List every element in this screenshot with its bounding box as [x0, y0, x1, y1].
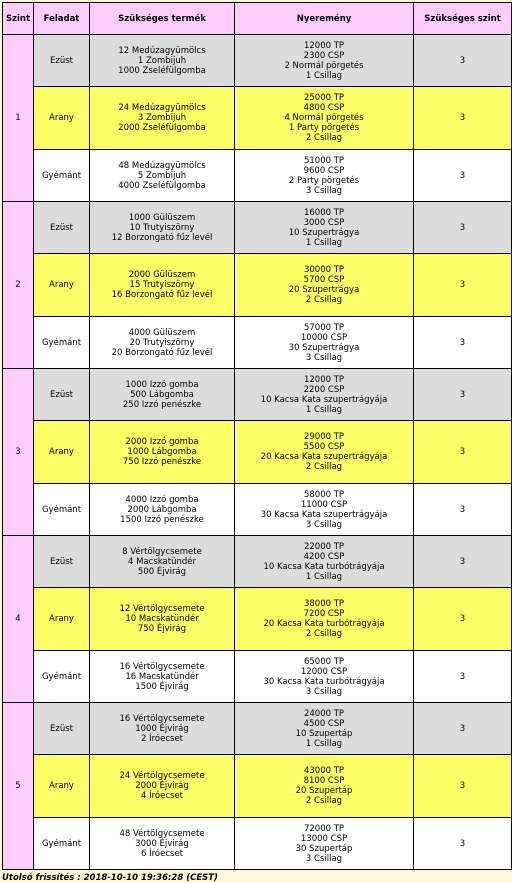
required-item: 4 Íróecset	[140, 791, 184, 801]
required-item: 3 Zombijuh	[137, 113, 187, 123]
table-row	[3, 755, 512, 818]
rewards-cell	[235, 703, 414, 755]
reward-item: 3 Csillag	[305, 519, 343, 530]
reward-item: 1 Csillag	[305, 237, 343, 248]
required-item: 8 Vértölgycsemete	[122, 546, 202, 557]
reward-item: 5500 CSP	[303, 442, 345, 452]
required-item: 500 Éjvirág	[137, 566, 187, 577]
table-row	[3, 536, 512, 588]
last-update-footer: Utolsó frissítés : 2018-10-10 19:36:28 (CEST)	[2, 873, 218, 883]
reward-item: 57000 TP	[303, 322, 345, 333]
required-items-cell	[90, 317, 235, 369]
table-row	[3, 484, 512, 536]
rewards-cell	[235, 35, 414, 87]
required-item: 24 Vértölgycsemete	[119, 771, 205, 781]
required-items-cell	[90, 651, 235, 703]
required-item: 4000 Izzó gomba	[125, 494, 199, 505]
required-item: 1000 Lábgomba	[127, 447, 197, 457]
reward-item: 12000 TP	[303, 374, 345, 385]
reward-item: 4500 CSP	[303, 718, 345, 729]
reward-item: 10 Szupertrágya	[288, 227, 360, 238]
required-items-cell	[90, 703, 235, 755]
required-item: 10 Macskatündér	[125, 614, 199, 624]
required-items-cell	[90, 421, 235, 484]
reward-item: 20 Kacsa Kata szupertrágyája	[260, 452, 388, 462]
reward-item: 1 Csillag	[305, 738, 343, 749]
reward-item: 43000 TP	[303, 766, 345, 776]
required-items-cell	[90, 588, 235, 651]
required-item: 20 Trutyiszörny	[129, 337, 195, 348]
required-item: 1500 Éjvirág	[135, 681, 189, 692]
reward-item: 1 Party pörgetés	[288, 123, 360, 133]
required-items-cell	[90, 150, 235, 202]
header-feladat: Feladat	[34, 3, 90, 35]
reward-item: 65000 TP	[303, 656, 345, 667]
table-row	[3, 703, 512, 755]
table-row	[3, 421, 512, 484]
reward-item: 20 Szupertrágya	[288, 285, 360, 295]
required-item: 1000 Zseléfülgomba	[118, 65, 206, 76]
required-item: 5 Zombijuh	[137, 170, 187, 181]
required-level-cell: 3	[414, 755, 512, 818]
required-item: 750 Izzó penészke	[122, 457, 202, 467]
reward-item: 3 Csillag	[305, 686, 343, 697]
table-body	[3, 35, 512, 870]
reward-item: 51000 TP	[303, 155, 345, 166]
reward-item: 11000 CSP	[300, 499, 348, 510]
required-items-cell	[90, 369, 235, 421]
task-type-cell: Gyémánt	[34, 150, 90, 202]
required-item: 250 Izzó penészke	[122, 399, 202, 410]
reward-item: 2 Csillag	[305, 629, 343, 639]
required-items-cell	[90, 818, 235, 870]
reward-item: 10000 CSP	[300, 332, 348, 343]
reward-item: 10 Szupertáp	[295, 728, 353, 739]
reward-item: 30 Kacsa Kata turbótrágyája	[263, 676, 385, 687]
required-level-cell: 3	[414, 317, 512, 369]
reward-item: 16000 TP	[303, 207, 345, 218]
reward-item: 1 Csillag	[305, 70, 343, 81]
reward-item: 10 Kacsa Kata turbótrágyája	[263, 561, 385, 572]
required-item: 2 Íróecset	[140, 733, 184, 744]
required-level-cell: 3	[414, 651, 512, 703]
table-row	[3, 150, 512, 202]
level-cell: 4	[3, 536, 34, 703]
reward-item: 5700 CSP	[303, 275, 345, 285]
required-item: 1000 Izzó gomba	[125, 379, 199, 390]
reward-item: 2 Normál pörgetés	[284, 60, 364, 71]
level-cell: 5	[3, 703, 34, 870]
required-level-cell: 3	[414, 254, 512, 317]
required-item: 4000 Gülüszem	[128, 327, 196, 338]
required-level-cell: 3	[414, 35, 512, 87]
required-item: 4 Macskatündér	[128, 556, 196, 567]
reward-item: 25000 TP	[303, 93, 345, 103]
reward-item: 30 Kacsa Kata szupertrágyája	[260, 509, 388, 520]
table-row	[3, 202, 512, 254]
required-item: 1000 Éjvirág	[135, 723, 189, 734]
reward-item: 4800 CSP	[303, 103, 345, 113]
reward-item: 2 Csillag	[305, 295, 343, 305]
table-row	[3, 254, 512, 317]
task-type-cell: Ezüst	[34, 703, 90, 755]
required-item: 16 Borzongató fűz levél	[111, 290, 213, 300]
reward-item: 4200 CSP	[303, 551, 345, 562]
rewards-cell	[235, 150, 414, 202]
reward-item: 2200 CSP	[303, 384, 345, 395]
task-type-cell: Gyémánt	[34, 484, 90, 536]
rewards-cell	[235, 87, 414, 150]
reward-item: 24000 TP	[303, 708, 345, 719]
required-level-cell: 3	[414, 536, 512, 588]
reward-item: 58000 TP	[303, 489, 345, 500]
table-row	[3, 87, 512, 150]
reward-item: 30 Szupertáp	[295, 843, 353, 854]
level-cell: 2	[3, 202, 34, 369]
task-type-cell: Arany	[34, 588, 90, 651]
required-item: 12 Vértölgycsemete	[119, 604, 205, 614]
required-item: 1000 Gülüszem	[128, 212, 196, 223]
required-item: 10 Trutyiszörny	[129, 222, 195, 233]
task-type-cell: Ezüst	[34, 369, 90, 421]
reward-item: 8100 CSP	[303, 776, 345, 786]
required-items-cell	[90, 484, 235, 536]
required-level-cell: 3	[414, 588, 512, 651]
reward-item: 30000 TP	[303, 265, 345, 275]
required-item: 6 Íróecset	[140, 848, 184, 859]
reward-item: 20 Szupertáp	[295, 786, 353, 796]
task-type-cell: Gyémánt	[34, 651, 90, 703]
rewards-cell	[235, 818, 414, 870]
required-item: 20 Borzongató fűz levél	[111, 347, 213, 358]
task-type-cell: Gyémánt	[34, 317, 90, 369]
required-items-cell	[90, 35, 235, 87]
header-szukseges-szint: Szükséges szint	[414, 3, 512, 35]
rewards-cell	[235, 421, 414, 484]
reward-item: 4 Normál pörgetés	[284, 113, 364, 123]
required-level-cell: 3	[414, 421, 512, 484]
reward-item: 22000 TP	[303, 541, 345, 552]
required-item: 16 Vértölgycsemete	[119, 661, 205, 672]
task-type-cell: Ezüst	[34, 536, 90, 588]
rewards-cell	[235, 588, 414, 651]
header-nyeremeny: Nyeremény	[235, 3, 414, 35]
required-item: 15 Trutyiszörny	[129, 280, 195, 290]
required-item: 24 Medúzagyümölcs	[118, 103, 206, 113]
required-level-cell: 3	[414, 202, 512, 254]
reward-item: 1 Csillag	[305, 404, 343, 415]
required-items-cell	[90, 536, 235, 588]
reward-item: 3 Csillag	[305, 853, 343, 864]
required-level-cell: 3	[414, 150, 512, 202]
rewards-cell	[235, 369, 414, 421]
reward-item: 72000 TP	[303, 823, 345, 834]
reward-item: 2 Csillag	[305, 796, 343, 806]
required-item: 1 Zombijuh	[137, 55, 187, 66]
required-item: 16 Vértölgycsemete	[119, 713, 205, 724]
table-row	[3, 651, 512, 703]
reward-item: 2300 CSP	[303, 50, 345, 61]
rewards-cell	[235, 651, 414, 703]
required-item: 3000 Éjvirág	[135, 838, 189, 849]
task-type-cell: Ezüst	[34, 202, 90, 254]
reward-item: 10 Kacsa Kata szupertrágyája	[260, 394, 388, 405]
required-item: 2000 Zseléfülgomba	[118, 123, 206, 133]
level-cell: 3	[3, 369, 34, 536]
reward-item: 3000 CSP	[303, 217, 345, 228]
task-type-cell: Arany	[34, 87, 90, 150]
task-type-cell: Arany	[34, 755, 90, 818]
header-row	[3, 3, 512, 35]
table-row	[3, 35, 512, 87]
reward-item: 29000 TP	[303, 432, 345, 442]
required-level-cell: 3	[414, 484, 512, 536]
required-item: 2000 Gülüszem	[128, 270, 196, 280]
rewards-cell	[235, 755, 414, 818]
table-row	[3, 369, 512, 421]
header-termek: Szükséges termék	[90, 3, 235, 35]
reward-item: 3 Csillag	[305, 185, 343, 196]
task-type-cell: Arany	[34, 254, 90, 317]
required-items-cell	[90, 254, 235, 317]
required-item: 2000 Éjvirág	[135, 781, 189, 791]
required-item: 500 Lábgomba	[130, 389, 194, 400]
required-item: 12 Medúzagyümölcs	[118, 45, 206, 56]
reward-item: 9600 CSP	[303, 165, 345, 176]
required-item: 16 Macskatündér	[125, 671, 199, 682]
table-row	[3, 317, 512, 369]
rewards-cell	[235, 536, 414, 588]
rewards-cell	[235, 202, 414, 254]
reward-item: 2 Party pörgetés	[288, 175, 360, 186]
required-item: 48 Medúzagyümölcs	[118, 160, 206, 171]
task-type-cell: Ezüst	[34, 35, 90, 87]
table-row	[3, 588, 512, 651]
required-item: 750 Éjvirág	[137, 624, 187, 634]
reward-item: 30 Szupertrágya	[288, 342, 360, 353]
tasks-table	[2, 2, 512, 870]
task-type-cell: Arany	[34, 421, 90, 484]
reward-item: 12000 CSP	[300, 666, 348, 677]
header-szint: Szint	[3, 3, 34, 35]
required-items-cell	[90, 87, 235, 150]
reward-item: 3 Csillag	[305, 352, 343, 363]
rewards-cell	[235, 254, 414, 317]
reward-item: 1 Csillag	[305, 571, 343, 582]
level-cell: 1	[3, 35, 34, 202]
required-level-cell: 3	[414, 818, 512, 870]
rewards-cell	[235, 484, 414, 536]
required-level-cell: 3	[414, 369, 512, 421]
task-type-cell: Gyémánt	[34, 818, 90, 870]
required-items-cell	[90, 202, 235, 254]
reward-item: 12000 TP	[303, 40, 345, 51]
reward-item: 2 Csillag	[305, 462, 343, 472]
required-item: 12 Borzongató fűz levél	[111, 232, 213, 243]
required-level-cell: 3	[414, 703, 512, 755]
reward-item: 7200 CSP	[303, 609, 345, 619]
required-item: 4000 Zseléfülgomba	[118, 180, 206, 191]
required-items-cell	[90, 755, 235, 818]
required-item: 48 Vértölgycsemete	[119, 828, 205, 839]
required-level-cell: 3	[414, 87, 512, 150]
required-item: 2000 Lábgomba	[127, 504, 197, 515]
required-item: 2000 Izzó gomba	[125, 437, 199, 447]
reward-item: 20 Kacsa Kata turbótrágyája	[263, 619, 385, 629]
required-item: 1500 Izzó penészke	[120, 514, 204, 525]
table-row	[3, 818, 512, 870]
rewards-cell	[235, 317, 414, 369]
reward-item: 13000 CSP	[300, 833, 348, 844]
reward-item: 38000 TP	[303, 599, 345, 609]
reward-item: 2 Csillag	[305, 133, 343, 143]
